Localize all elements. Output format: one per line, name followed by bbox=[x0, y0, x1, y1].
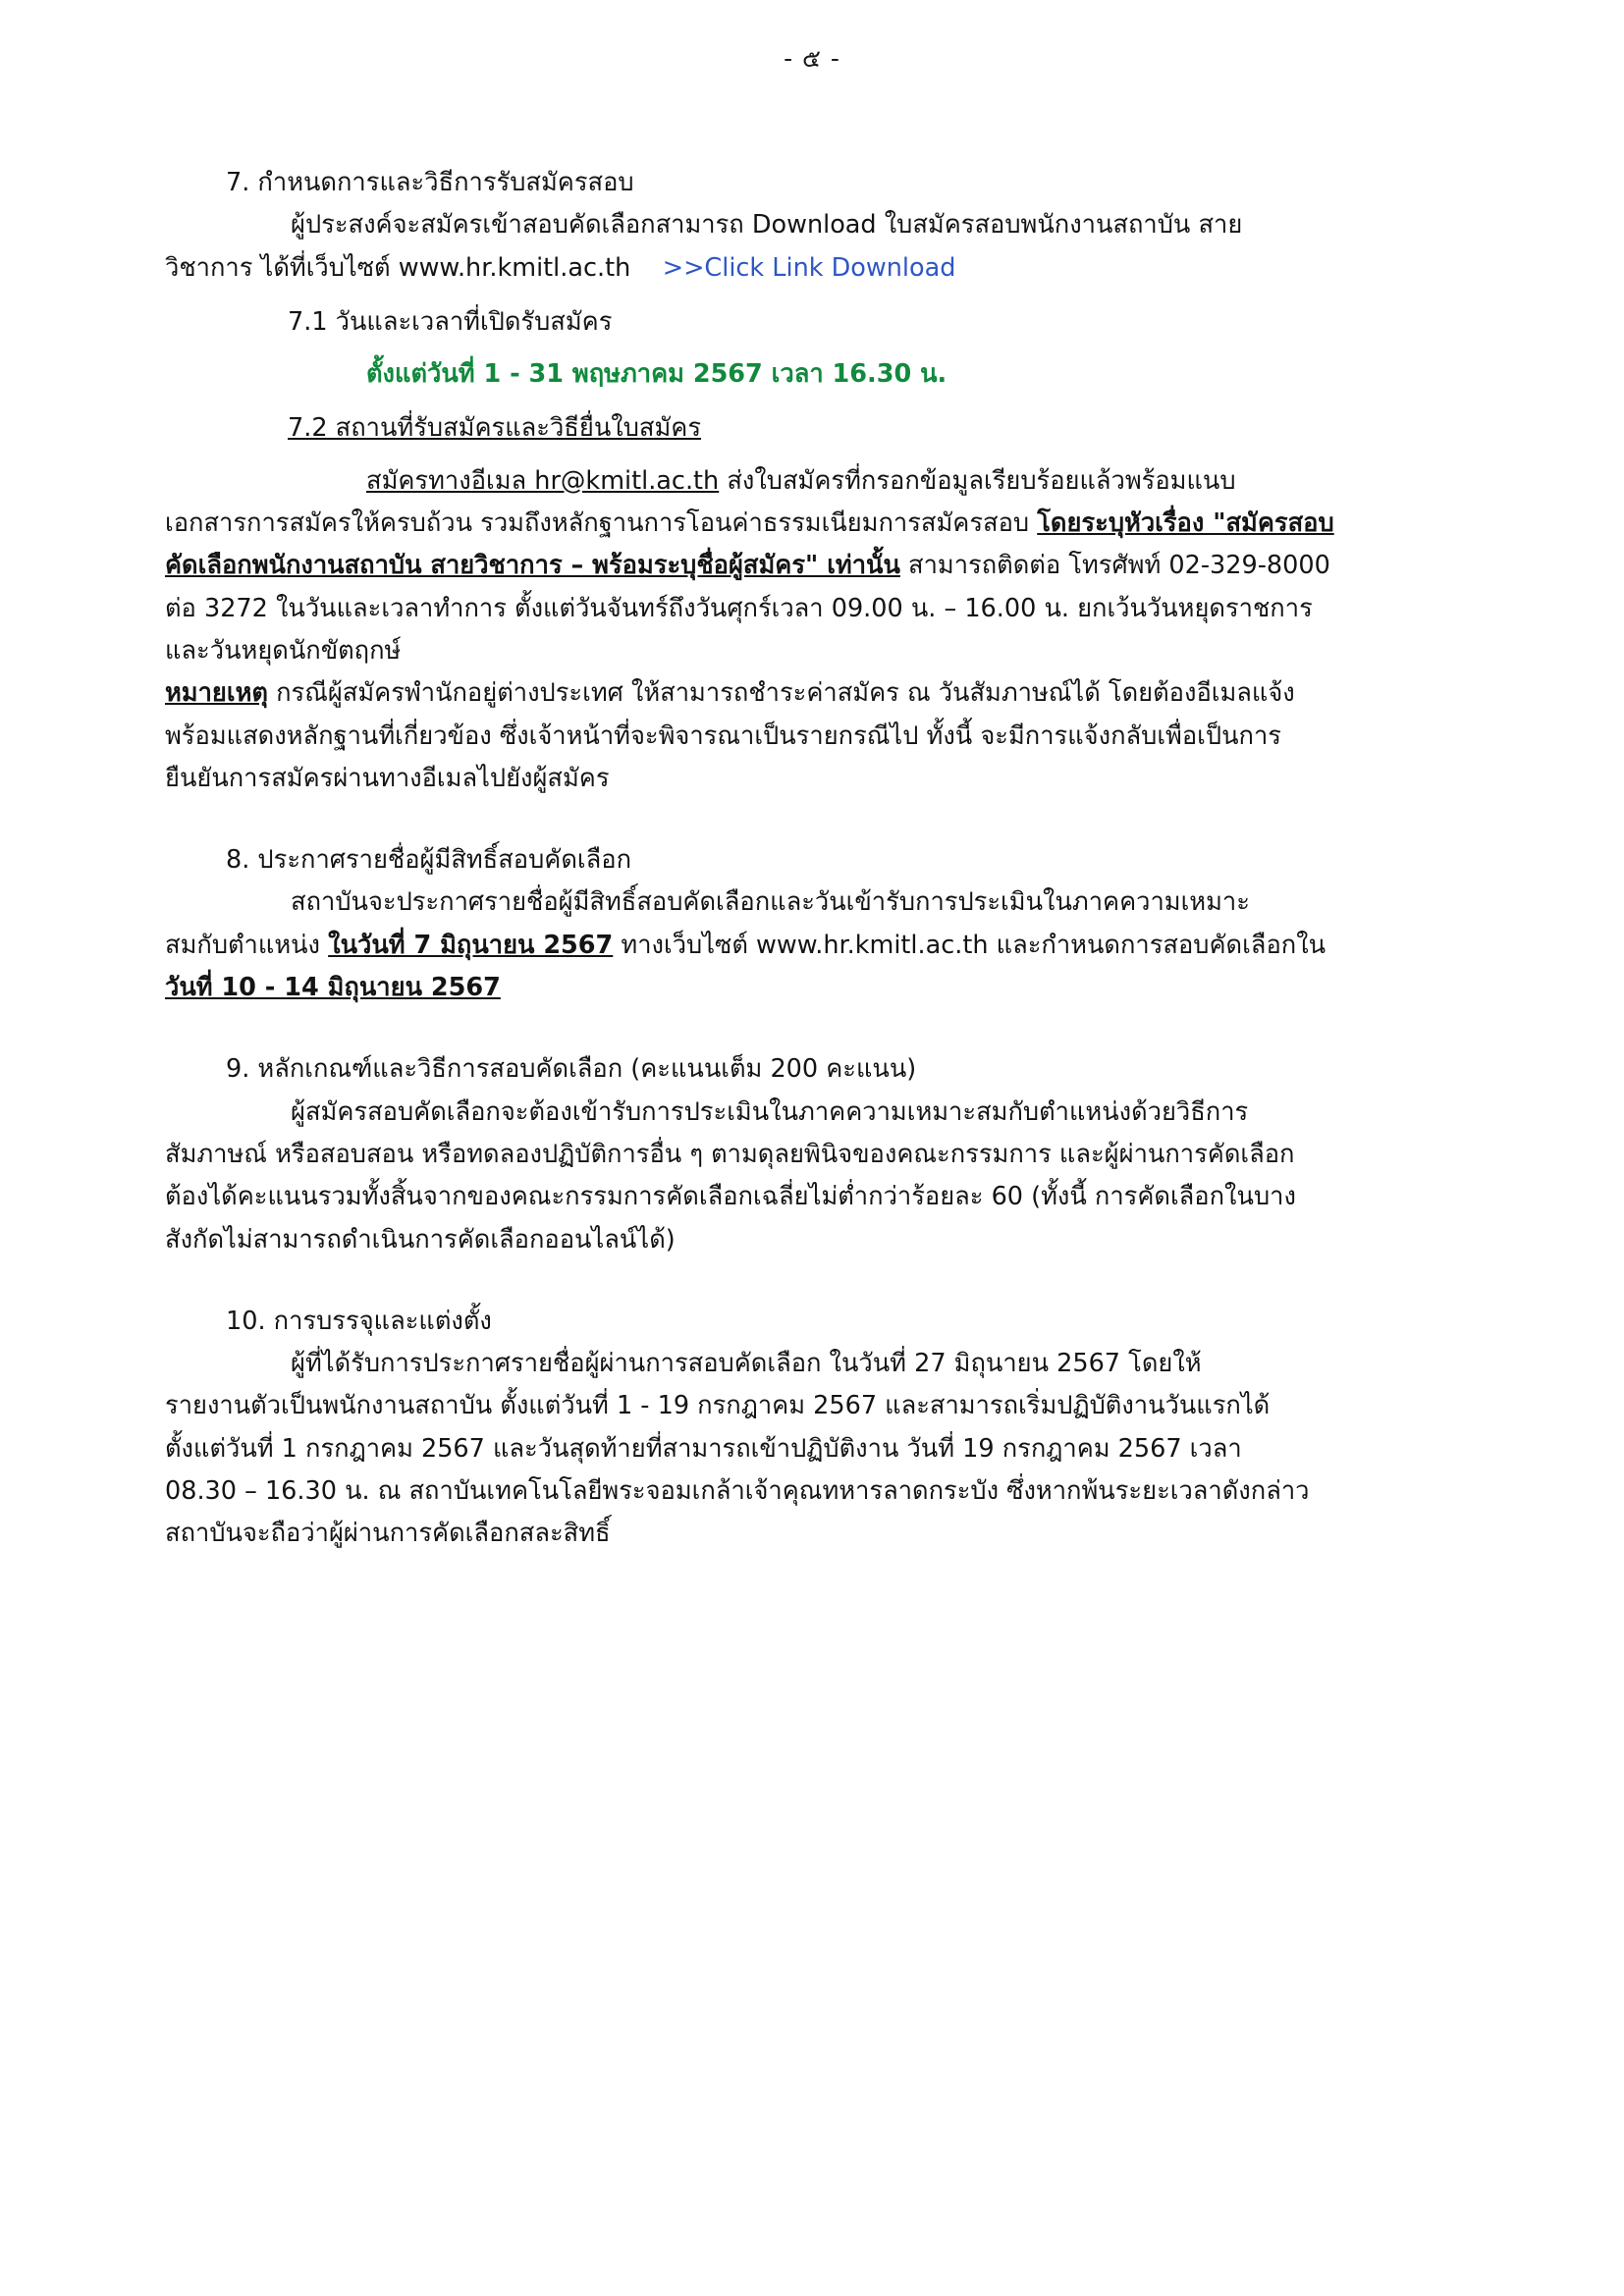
section-7-2-bold-b: โดยระบุหัวเรื่อง "สมัครสอบ bbox=[1037, 508, 1334, 539]
section-7-2-para-line4: ต่อ 3272 ในวันและเวลาทำการ ตั้งแต่วันจันทร์ถึงวันศุกร์เวลา 09.00 น. – 16.00 น. ยกเว้นวันหยุดราชการ bbox=[165, 593, 1313, 623]
announce-date: ในวันที่ 7 มิถุนายน 2567 bbox=[328, 930, 614, 960]
section-7-2-text-c: สามารถติดต่อ โทรศัพท์ 02-329-8000 bbox=[899, 551, 1330, 581]
section-7-2-para-line2 bbox=[165, 504, 1461, 544]
section-7-1-heading: 7.1 วันและเวลาที่เปิดรับสมัคร bbox=[288, 306, 613, 337]
section-9-para-line2: สัมภาษณ์ หรือสอบสอน หรือทดลองปฏิบัติการอื่น ๆ ตามดุลยพินิจของคณะกรรมการ และผู้ผ่านการคัดเลือก bbox=[165, 1139, 1295, 1169]
section-10-para-line2: รายงานตัวเป็นพนักงานสถาบัน ตั้งแต่วันที่ 1 - 19 กรกฎาคม 2567 และสามารถเริ่มปฏิบัติงานวันแรกได้ bbox=[165, 1391, 1271, 1421]
section-10-para-line4: 08.30 – 16.30 น. ณ สถาบันเทคโนโลยีพระจอมเกล้าเจ้าคุณทหารลาดกระบัง ซึ่งหากพ้นระยะเวลาดังกล่าว bbox=[165, 1476, 1310, 1507]
section-7-2-heading: 7.2 สถานที่รับสมัครและวิธียื่นใบสมัคร bbox=[288, 413, 702, 444]
note-label: หมายเหตุ bbox=[165, 678, 268, 709]
section-10-heading: 10. การบรรจุและแต่งตั้ง bbox=[226, 1306, 492, 1336]
section-7-para1-line1 bbox=[165, 205, 1461, 245]
section-7-para1-line2 bbox=[165, 248, 1461, 289]
exam-date-range: วันที่ 10 - 14 มิถุนายน 2567 bbox=[165, 973, 501, 1003]
page-number: - ๕ - bbox=[784, 44, 840, 73]
section-8-para-line2 bbox=[165, 926, 1461, 966]
click-link-download-link[interactable]: >>Click Link Download bbox=[662, 252, 956, 283]
section-10-para-line1: ผู้ที่ได้รับการประกาศรายชื่อผู้ผ่านการสอบคัดเลือก ในวันที่ 27 มิถุนายน 2567 โดยให้ bbox=[291, 1349, 1202, 1379]
section-7-note-line2: พร้อมแสดงหลักฐานที่เกี่ยวข้อง ซึ่งเจ้าหน้าที่จะพิจารณาเป็นรายกรณีไป ทั้งนี้ จะมีการแจ้งกลับเพื่อเป็นการ bbox=[165, 721, 1281, 751]
section-7-1-dates: ตั้งแต่วันที่ 1 - 31 พฤษภาคม 2567 เวลา 16.30 น. bbox=[366, 359, 947, 390]
note-text-a: กรณีผู้สมัครพำนักอยู่ต่างประเทศ ให้สามารถชำระค่าสมัคร ณ วันสัมภาษณ์ได้ โดยต้องอีเมลแจ้ง bbox=[267, 678, 1295, 709]
section-7-2-text-a: ส่งใบสมัครที่กรอกข้อมูลเรียบร้อยแล้วพร้อมแนบ bbox=[719, 465, 1236, 496]
section-7-2-para-line5: และวันหยุดนักขัตฤกษ์ bbox=[165, 635, 402, 666]
section-7-2-para-line3 bbox=[165, 546, 1461, 586]
document-body bbox=[165, 137, 1461, 1557]
section-7-note-line3: ยืนยันการสมัครผ่านทางอีเมลไปยังผู้สมัคร bbox=[165, 763, 610, 793]
section-7-2-bold-c: คัดเลือกพนักงานสถาบัน สายวิชาการ – พร้อมระบุชื่อผู้สมัคร" เท่านั้น bbox=[165, 551, 900, 581]
section-8-para-line1: สถาบันจะประกาศรายชื่อผู้มีสิทธิ์สอบคัดเลือกและวันเข้ารับการประเมินในภาคความเหมาะ bbox=[291, 887, 1250, 918]
section-10-para-line5: สถาบันจะถือว่าผู้ผ่านการคัดเลือกสละสิทธิ์ bbox=[165, 1519, 611, 1549]
section-7-para1-text-a: ผู้ประสงค์จะสมัครเข้าสอบคัดเลือกสามารถ Download ใบสมัครสอบพนักงานสถาบัน สาย bbox=[291, 210, 1243, 240]
section-7-heading: 7. กำหนดการและวิธีการรับสมัครสอบ bbox=[226, 168, 634, 197]
section-8-heading: 8. ประกาศรายชื่อผู้มีสิทธิ์สอบคัดเลือก bbox=[226, 845, 632, 876]
section-7-2-text-b: เอกสารการสมัครให้ครบถ้วน รวมถึงหลักฐานการโอนค่าธรรมเนียมการสมัครสอบ bbox=[165, 508, 1038, 539]
application-email[interactable]: สมัครทางอีเมล hr@kmitl.ac.th bbox=[366, 465, 720, 496]
section-9-para-line1: ผู้สมัครสอบคัดเลือกจะต้องเข้ารับการประเมินในภาคความเหมาะสมกับตำแหน่งด้วยวิธีการ bbox=[291, 1096, 1249, 1127]
section-10-para-line3: ตั้งแต่วันที่ 1 กรกฎาคม 2567 และวันสุดท้ายที่สามารถเข้าปฏิบัติงาน วันที่ 19 กรกฎาคม 2567 เวลา bbox=[165, 1433, 1242, 1464]
section-7-2-para-line1 bbox=[165, 461, 1461, 502]
section-9-para-line3: ต้องได้คะแนนรวมทั้งสิ้นจากของคณะกรรมการคัดเลือกเฉลี่ยไม่ต่ำกว่าร้อยละ 60 (ทั้งนี้ การคัดเลือกในบาง bbox=[165, 1182, 1296, 1212]
section-8-text-post: ทางเว็บไซต์ www.hr.kmitl.ac.th และกำหนดการสอบคัดเลือกใน bbox=[613, 930, 1326, 960]
section-7-note-line1 bbox=[165, 673, 1461, 714]
section-7-website-text: วิชาการ ได้ที่เว็บไซต์ www.hr.kmitl.ac.th bbox=[165, 252, 631, 283]
section-8-para-line3 bbox=[165, 968, 1461, 1008]
section-8-text-pre: สมกับตำแหน่ง bbox=[165, 930, 329, 960]
section-9-para-line4: สังกัดไม่สามารถดำเนินการคัดเลือกออนไลน์ได้) bbox=[165, 1224, 676, 1255]
section-9-heading: 9. หลักเกณฑ์และวิธีการสอบคัดเลือก (คะแนนเต็ม 200 คะแนน) bbox=[226, 1054, 917, 1085]
